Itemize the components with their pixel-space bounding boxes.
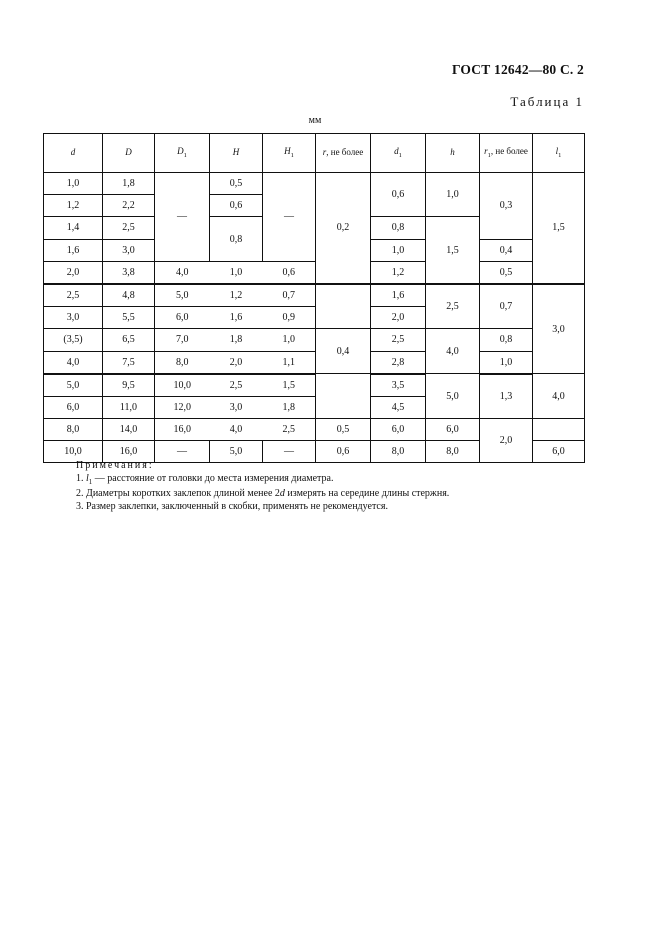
cell-d1: 1,6 <box>371 284 426 307</box>
cell-h: 4,0 <box>426 329 480 374</box>
cell-r1: 1,0 <box>480 351 533 374</box>
cell-r1: 2,0 <box>480 419 533 463</box>
cell-D: 7,5 <box>103 351 155 374</box>
cell-H: 5,0 <box>210 441 263 463</box>
cell-H1: 0,6 <box>263 261 316 284</box>
table-header-row <box>44 134 585 173</box>
cell-H: 1,2 <box>210 284 263 307</box>
header-d1: $d_1$ <box>371 134 426 173</box>
note-1: 1. $l_1$ — расстояние от головки до места измерения диаметра. <box>76 472 334 486</box>
cell-D: 11,0 <box>103 396 155 418</box>
cell-d: 1,0 <box>44 173 103 195</box>
cell-D: 5,5 <box>103 307 155 329</box>
cell-D: 6,5 <box>103 329 155 351</box>
cell-D: 2,2 <box>103 195 155 217</box>
cell-d1: 6,0 <box>371 419 426 441</box>
cell-h: 6,0 <box>426 419 480 441</box>
cell-l1 <box>533 419 585 441</box>
cell-h: 1,0 <box>426 173 480 217</box>
cell-d: 2,0 <box>44 261 103 284</box>
header-l1: $l_1$ <box>533 134 585 173</box>
cell-d1: 2,8 <box>371 351 426 374</box>
header-r1: $r_1$, не более <box>480 134 533 173</box>
cell-H: 1,6 <box>210 307 263 329</box>
cell-H1: 1,1 <box>263 351 316 374</box>
header-d: d <box>44 134 103 173</box>
cell-H1: 1,8 <box>263 396 316 418</box>
cell-H: 1,0 <box>210 261 263 284</box>
cell-l1: 6,0 <box>533 441 585 463</box>
cell-D: 3,8 <box>103 261 155 284</box>
cell-H1: 0,9 <box>263 307 316 329</box>
table-row <box>44 173 585 195</box>
cell-r: 0,4 <box>316 329 371 374</box>
cell-d: 8,0 <box>44 419 103 441</box>
cell-D1: 4,0 <box>155 261 210 284</box>
cell-d: 3,0 <box>44 307 103 329</box>
cell-d1: 1,0 <box>371 239 426 261</box>
note-2: 2. Диаметры коротких заклепок длиной менее 2d измерять на середине длины стержня. <box>76 488 450 499</box>
cell-D: 16,0 <box>103 441 155 463</box>
cell-h: 8,0 <box>426 441 480 463</box>
cell-d1: 3,5 <box>371 374 426 397</box>
cell-l1: 3,0 <box>533 284 585 374</box>
cell-H: 2,5 <box>210 374 263 397</box>
cell-D1: 10,0 <box>155 374 210 397</box>
cell-r: 0,5 <box>316 419 371 441</box>
cell-H1: 1,5 <box>263 374 316 397</box>
cell-D: 14,0 <box>103 419 155 441</box>
cell-D: 3,0 <box>103 239 155 261</box>
cell-d: 5,0 <box>44 374 103 397</box>
cell-D: 4,8 <box>103 284 155 307</box>
header-D: D <box>103 134 155 173</box>
cell-r1: 1,3 <box>480 374 533 419</box>
cell-H1: — <box>263 441 316 463</box>
cell-d1: 0,6 <box>371 173 426 217</box>
cell-H: 3,0 <box>210 396 263 418</box>
cell-H: 0,6 <box>210 195 263 217</box>
cell-D1: 8,0 <box>155 351 210 374</box>
cell-r1: 0,3 <box>480 173 533 240</box>
cell-D1: 6,0 <box>155 307 210 329</box>
cell-D: 2,5 <box>103 217 155 239</box>
header-H: H <box>210 134 263 173</box>
cell-D: 1,8 <box>103 173 155 195</box>
cell-d: (3,5) <box>44 329 103 351</box>
cell-D1: 16,0 <box>155 419 210 441</box>
cell-H: 1,8 <box>210 329 263 351</box>
header-D1: $D_1$ <box>155 134 210 173</box>
cell-r1: 0,8 <box>480 329 533 351</box>
cell-d: 1,2 <box>44 195 103 217</box>
table-row <box>44 351 585 374</box>
cell-d1: 4,5 <box>371 396 426 418</box>
cell-l1: 4,0 <box>533 374 585 419</box>
cell-r1: 0,7 <box>480 284 533 329</box>
cell-r: 0,6 <box>316 441 371 463</box>
cell-r <box>316 284 371 329</box>
cell-h: 5,0 <box>426 374 480 419</box>
cell-r: 0,2 <box>316 173 371 284</box>
dimensions-table <box>43 133 585 463</box>
cell-H: 0,8 <box>210 217 263 261</box>
table-label: Таблица 1 <box>510 94 584 109</box>
note-3: 3. Размер заклепки, заключенный в скобки, применять не рекомендуется. <box>76 500 388 512</box>
table-row <box>44 261 585 284</box>
cell-H: 4,0 <box>210 419 263 441</box>
cell-D1: 5,0 <box>155 284 210 307</box>
unit-label: мм <box>308 115 322 126</box>
document-number-header: ГОСТ 12642—80 С. 2 <box>451 62 584 77</box>
cell-d: 6,0 <box>44 396 103 418</box>
notes-title: Примечания: <box>76 460 154 471</box>
cell-d1: 1,2 <box>371 261 426 284</box>
cell-D1: — <box>155 441 210 463</box>
cell-d1: 2,5 <box>371 329 426 351</box>
cell-D1: 12,0 <box>155 396 210 418</box>
table-row <box>44 284 585 307</box>
cell-r <box>316 374 371 419</box>
header-H1: $H_1$ <box>263 134 316 173</box>
table-row <box>44 419 585 441</box>
cell-r1: 0,4 <box>480 239 533 261</box>
cell-H1: 1,0 <box>263 329 316 351</box>
cell-r1: 0,5 <box>480 261 533 284</box>
cell-D: 9,5 <box>103 374 155 397</box>
cell-d: 2,5 <box>44 284 103 307</box>
cell-D1: 7,0 <box>155 329 210 351</box>
table-notes <box>76 460 586 513</box>
cell-D1: — <box>155 173 210 262</box>
cell-d: 1,4 <box>44 217 103 239</box>
cell-d1: 0,8 <box>371 217 426 239</box>
cell-H1: 0,7 <box>263 284 316 307</box>
table-row <box>44 329 585 351</box>
cell-H1: 2,5 <box>263 419 316 441</box>
cell-d: 4,0 <box>44 351 103 374</box>
cell-d1: 2,0 <box>371 307 426 329</box>
cell-d: 10,0 <box>44 441 103 463</box>
header-r: r, не более <box>316 134 371 173</box>
cell-h: 1,5 <box>426 217 480 284</box>
cell-h: 2,5 <box>426 284 480 329</box>
cell-H: 0,5 <box>210 173 263 195</box>
cell-H: 2,0 <box>210 351 263 374</box>
header-h: h <box>426 134 480 173</box>
cell-H1: — <box>263 173 316 262</box>
table-row <box>44 374 585 397</box>
cell-l1: 1,5 <box>533 173 585 284</box>
cell-d1: 8,0 <box>371 441 426 463</box>
cell-d: 1,6 <box>44 239 103 261</box>
